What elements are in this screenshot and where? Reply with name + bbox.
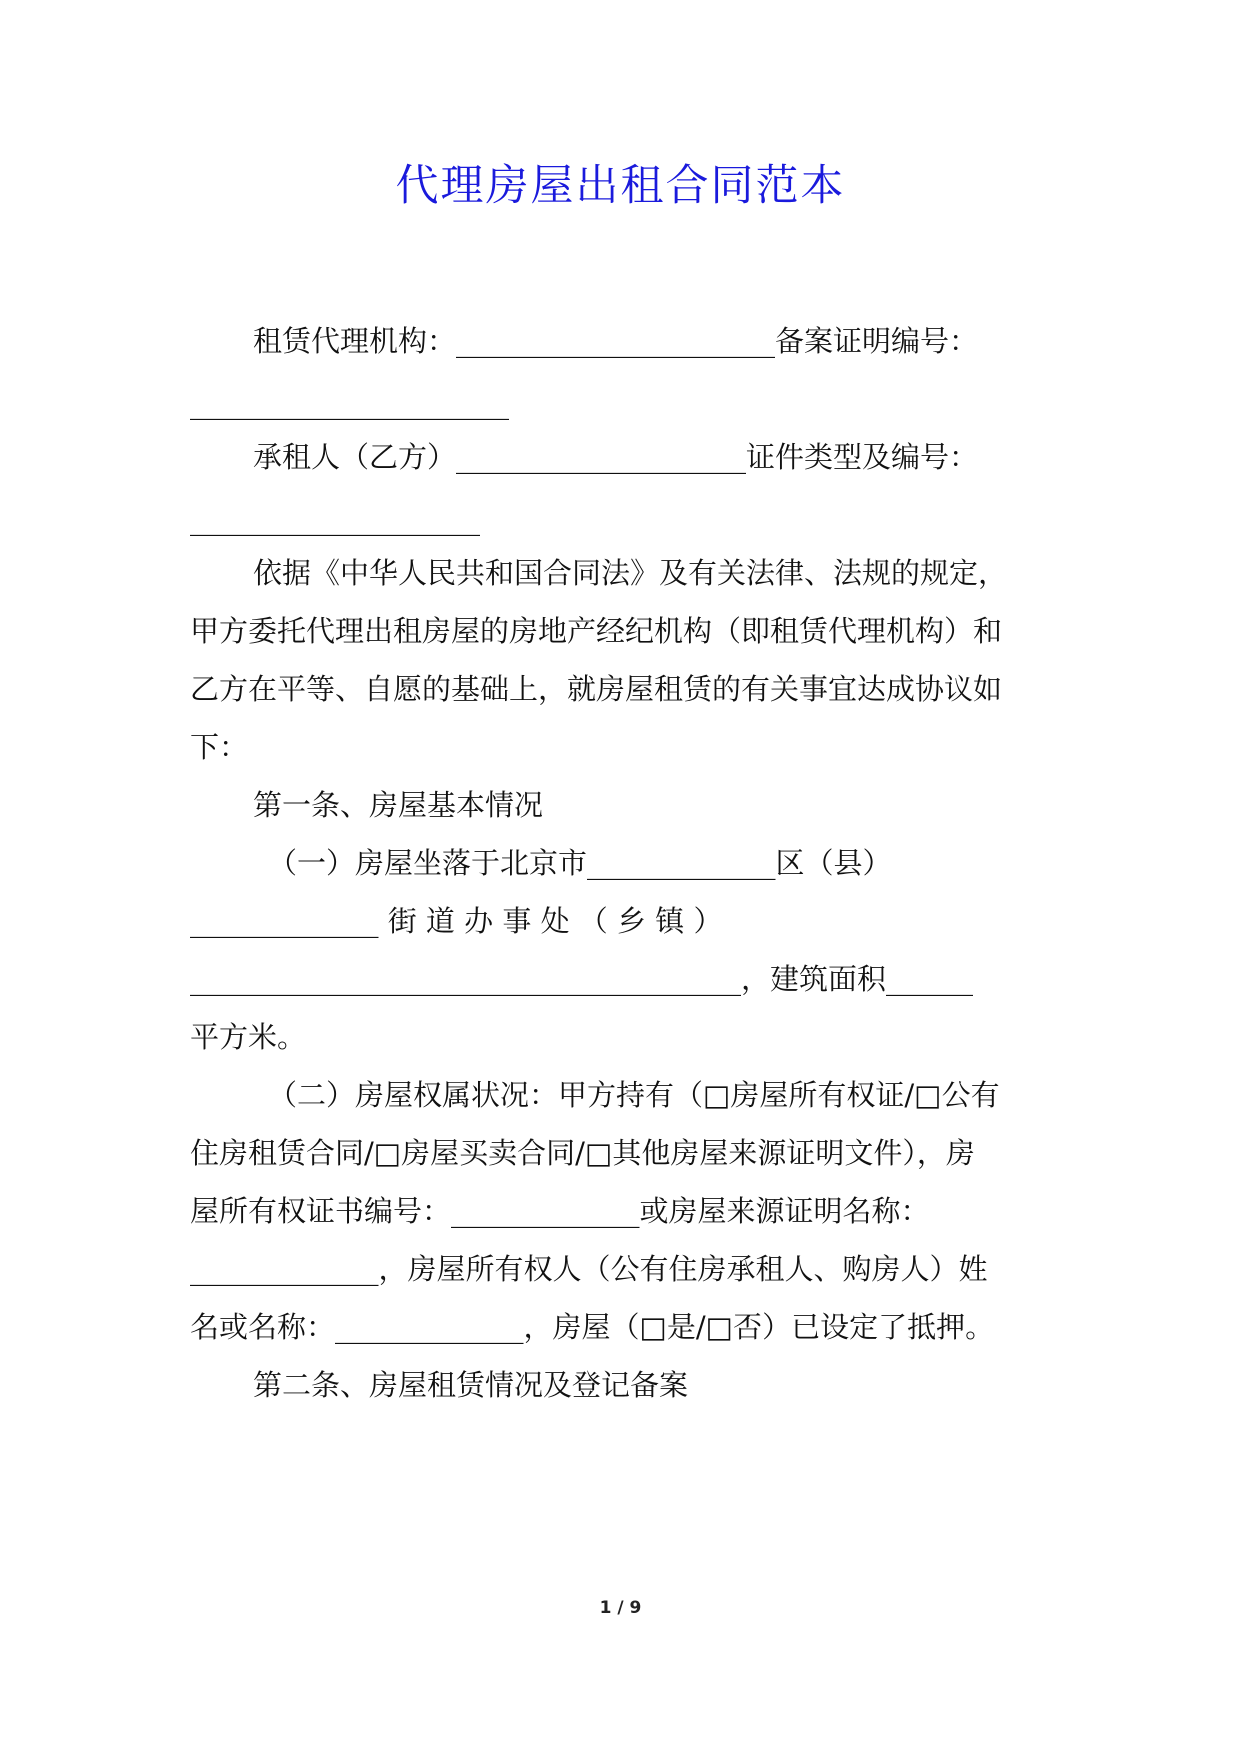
article-1-item-1-line-4: 平方米。 <box>190 1020 307 1054</box>
article-1-item-2-line-5: 名或名称：_____________，房屋（□是/□否）已设定了抵押。 <box>190 1310 995 1344</box>
document-title: 代理房屋出租合同范本 <box>395 161 846 211</box>
article-1-item-1-line-1: （一）房屋坐落于北京市_____________区（县） <box>268 846 892 880</box>
preamble-line-4: 下： <box>190 730 249 764</box>
article-1-item-2-line-4: _____________，房屋所有权人（公有住房承租人、购房人）姓 <box>190 1252 988 1286</box>
article-1-item-1-line-3: ______________________________________，建筑面积______ <box>190 962 974 996</box>
preamble-line-1: 依据《中华人民共和国合同法》及有关法律、法规的规定， <box>253 556 1008 590</box>
tenant-line: 承租人（乙方）____________________证件类型及编号： <box>253 440 979 474</box>
article-2-heading: 第二条、房屋租赁情况及登记备案 <box>253 1368 689 1402</box>
article-1-item-1-line-2: _____________ 街 道 办 事 处 （ 乡 镇 ） <box>190 904 723 938</box>
article-1-item-2-line-1: （二）房屋权属状况：甲方持有（□房屋所有权证/□公有 <box>268 1078 1000 1112</box>
article-1-heading: 第一条、房屋基本情况 <box>253 788 544 822</box>
agency-blank-line: ______________________ <box>190 386 509 420</box>
tenant-blank-line: ____________________ <box>190 502 480 536</box>
page-number: 1 / 9 <box>599 1598 642 1618</box>
agency-line: 租赁代理机构：______________________备案证明编号： <box>253 324 979 358</box>
preamble-line-2: 甲方委托代理出租房屋的房地产经纪机构（即租赁代理机构）和 <box>190 614 1003 648</box>
article-1-item-2-line-3: 屋所有权证书编号：_____________或房屋来源证明名称： <box>190 1194 930 1228</box>
preamble-line-3: 乙方在平等、自愿的基础上，就房屋租赁的有关事宜达成协议如 <box>190 672 1003 706</box>
article-1-item-2-line-2: 住房租赁合同/□房屋买卖合同/□其他房屋来源证明文件），房 <box>190 1136 975 1170</box>
